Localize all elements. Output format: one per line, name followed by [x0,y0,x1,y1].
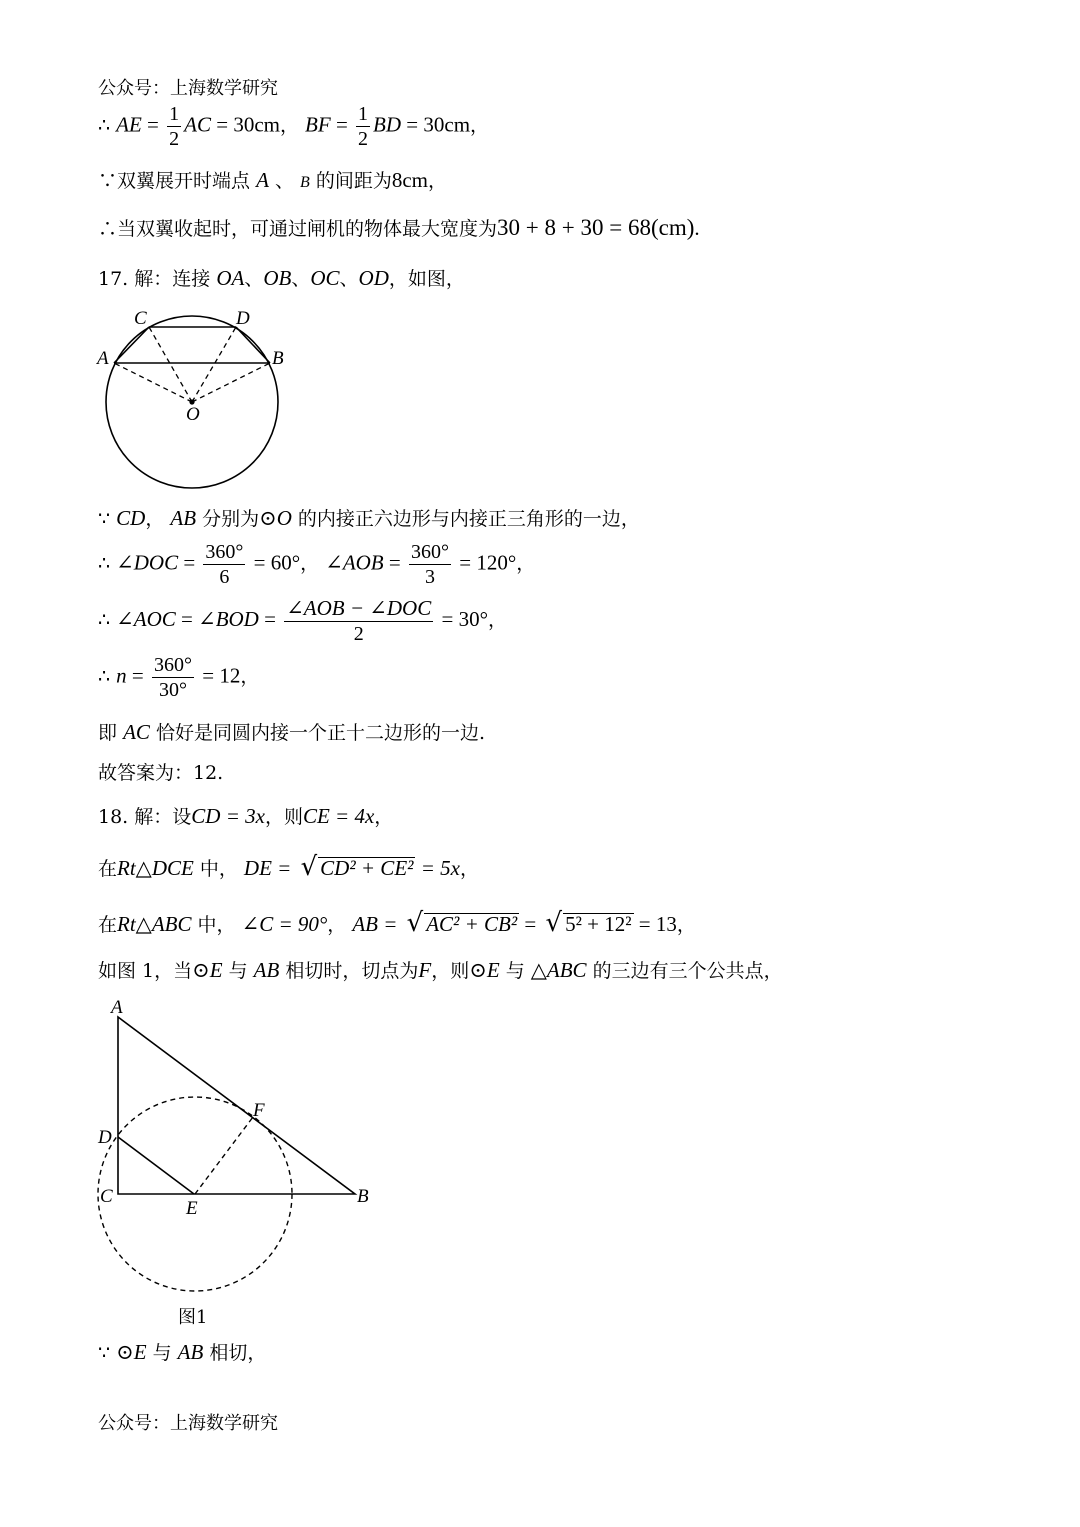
var-n: n [116,663,127,688]
text: 、 [274,170,294,192]
value-8cm: 8cm [391,168,429,192]
answer-line: 故答案为：12. [98,762,224,784]
text: 如图 1，当 [98,960,193,982]
frac-den: 2 [353,623,364,645]
text: 相切时，切点为 [279,960,419,982]
text: ，则 [431,960,470,982]
eq: = [248,550,271,575]
frac-num: 1 [358,103,369,125]
frac-den: 30° [158,679,187,701]
sep: ， [279,114,306,137]
end-comma: ， [470,114,490,137]
tangent-line [98,1342,266,1363]
circle-e-symbol: ⊙E [192,958,223,982]
therefore-symbol: ∴ [98,609,111,631]
triangle-abc-shape [118,1017,355,1194]
text: 当双翼收起时，可通过闸机的物体最大宽度为 [117,218,498,240]
text: 、 [244,268,264,290]
text: 在 [98,914,118,936]
eq: = [258,607,282,631]
eq: = [436,607,459,631]
radical-sign: √ [406,908,424,938]
text: 与 [146,1342,178,1364]
page-header: 公众号：上海数学研究 [98,78,278,99]
text: ，如图， [388,268,465,290]
text: 与 [222,960,254,982]
text: 相切， [203,1342,267,1364]
text: 中， [193,858,244,880]
frac-num: 360° [205,541,244,563]
therefore-symbol: ∴ [98,665,111,688]
seg-oa: OA [216,266,245,290]
label-d: D [98,1127,112,1148]
eq: = [178,550,201,575]
frac-den: 2 [169,128,180,150]
eq: = [141,112,165,137]
text: 、 [339,268,359,290]
value-13: = 13 [633,912,677,936]
point-f: F [418,958,432,982]
value-5x: = 5x [415,856,460,880]
circle-o-symbol: ⊙O [259,506,292,530]
seg-ab: AB [177,1340,204,1364]
expression: 30 + 8 + 30 = 68 [497,215,651,240]
label-c: C [134,308,147,329]
text: 分别为 [196,508,260,530]
segment-ef-dashed [195,1117,253,1194]
text: ， [676,914,696,936]
seg-ob: OB [263,266,292,290]
seg-ac: AC [184,112,211,137]
value-60deg: 60° [270,550,301,575]
label-f: F [253,1100,265,1121]
radicand: CD² + CE² [320,856,414,880]
because-symbol: ∵ [98,170,118,192]
eq-ce-4x: CE = 4x [302,804,375,828]
triangle-abc: Rt△ABC [117,912,192,936]
circle-e-symbol: ⊙E [469,958,500,982]
seg-od: OD [358,266,389,290]
frac-den: 3 [424,566,435,588]
point-b: B [300,174,310,191]
label-a: A [111,997,123,1018]
eq: = [330,112,354,137]
text: 在 [98,858,118,880]
eq: = [175,607,199,631]
therefore-symbol: ∴ [98,552,111,575]
value-30deg: 30° [458,607,488,631]
text: 中， [191,914,242,936]
angle-aob: ∠AOB [325,550,384,575]
label-e: E [186,1198,198,1219]
frac-num: 1 [169,103,180,125]
frac-den: 6 [219,566,230,588]
triangle-abc: △ABC [530,958,587,982]
frac-num: 360° [410,541,449,563]
end-comma: ， [428,170,448,192]
eq: = [383,550,406,575]
value-120deg: 120° [476,550,517,575]
angle-bod: ∠BOD [198,607,259,631]
frac-num: 360° [153,654,192,676]
frac-num: ∠AOB − ∠DOC [286,596,432,620]
therefore-symbol: ∴ [98,218,118,240]
value-12: 12 [219,663,241,688]
text: 的内接正六边形与内接正三角形的一边， [297,508,640,530]
angle-c: ∠C = 90° [241,912,328,936]
therefore-symbol: ∴ [98,114,111,137]
de-eq: DE = [243,856,297,880]
seg-cd: CD [116,506,146,530]
radical-sign: √ [545,908,563,938]
eq: = [210,112,234,137]
label-a: A [97,348,109,369]
frac-den: 2 [358,128,369,150]
eq: = [401,112,424,137]
point-a: A [256,168,269,192]
angle-aoc: ∠AOC [116,607,176,631]
triangle-dce: Rt△DCE [117,856,194,880]
text: 的间距为 [315,170,392,192]
seg-ab: AB [253,958,280,982]
seg-bd: BD [373,112,402,137]
period: . [694,216,700,240]
seg-bf: BF [305,112,331,137]
value-30cm: 30cm [233,112,280,137]
angle-doc: ∠DOC [116,550,179,575]
unit-cm: (cm) [650,215,695,240]
text: ， [516,552,536,575]
seg-ab: AB [170,506,197,530]
seg-ac: AC [123,720,150,744]
eq: = [126,663,149,688]
because-symbol: ∵ [98,508,111,530]
because-symbol: ∵ [98,1342,111,1364]
text: 的三边有三个公共点， [586,960,783,982]
text: ， [327,914,353,936]
value-30cm: 30cm [423,112,471,137]
segment-de [118,1137,194,1194]
label-b: B [272,348,284,369]
label-o: O [186,404,200,425]
text: 即 [98,722,118,744]
label-c: C [100,1186,113,1207]
text: ，则 [264,806,303,828]
text: 与 [499,960,531,982]
text: 双翼展开时端点 [117,170,251,192]
text: ， [374,806,394,828]
eq-cd-3x: CD = 3x [191,804,265,828]
text: 18. 解：设 [98,806,192,828]
seg-oc: OC [310,266,340,290]
label-d: D [236,308,250,329]
seg-ae: AE [116,112,142,137]
eq: = [453,550,477,575]
radicand: 5² + 12² [565,912,632,936]
text: ， [300,552,326,575]
ab-eq: AB = [352,912,403,936]
label-b: B [357,1186,369,1207]
text: ， [145,508,165,530]
radicand: AC² + CB² [426,912,518,936]
circle-e-symbol: ⊙E [116,1340,147,1364]
page-footer: 公众号：上海数学研究 [98,1413,278,1434]
text: 恰好是同圆内接一个正十二边形的一边. [155,722,485,744]
text: ， [240,665,260,688]
text: 、 [291,268,311,290]
text: ， [487,609,507,631]
eq: = [196,663,220,688]
text: ， [459,858,479,880]
text: 17. 解：连接 [98,268,211,290]
figure-caption: 图1 [178,1307,208,1328]
radical-sign: √ [300,852,318,882]
eq: = [519,912,542,936]
